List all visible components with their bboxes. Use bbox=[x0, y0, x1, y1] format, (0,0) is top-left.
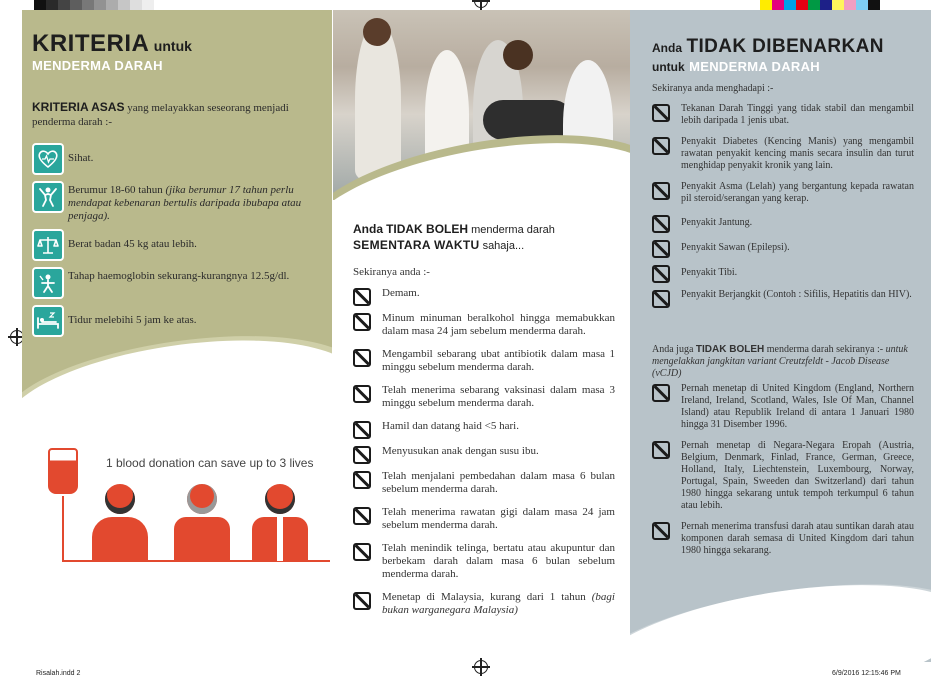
no-icon bbox=[652, 522, 670, 540]
no-icon bbox=[652, 215, 670, 233]
temporary-heading bbox=[353, 222, 555, 236]
juga-italic: untuk mengelakkan jangkitan variant Creutzfeldt - Jacob Disease (vCJD) bbox=[652, 344, 908, 379]
kriteria-asas-intro bbox=[32, 100, 300, 129]
sleep-bed-icon bbox=[32, 305, 64, 337]
heading-tidak-boleh: TIDAK BOLEH bbox=[386, 222, 469, 236]
list-item-text: Minum minuman beralkohol hingga memabukkan dalam masa 24 jam sebelum menderma darah. bbox=[382, 312, 615, 337]
no-icon bbox=[652, 384, 670, 402]
color-bar bbox=[760, 0, 892, 10]
list-item bbox=[652, 521, 914, 557]
registration-mark-bottom bbox=[474, 660, 488, 674]
kriteria-title-big: KRITERIA bbox=[32, 30, 150, 57]
list-item-main: Menetap di Malaysia, kurang dari 1 tahun bbox=[382, 591, 586, 603]
list-item-text: Penyakit Tibi. bbox=[681, 267, 738, 278]
list-item bbox=[353, 348, 615, 374]
list-item bbox=[652, 181, 914, 205]
heading-anda: Anda bbox=[353, 222, 383, 236]
sekiranya-label: Sekiranya anda menghadapi :- bbox=[652, 83, 774, 94]
donation-photo bbox=[333, 10, 630, 200]
footer-timestamp: 6/9/2016 12:15:46 PM bbox=[832, 670, 901, 677]
not-allowed-title bbox=[652, 36, 884, 58]
criteria-text: Berat badan 45 kg atau lebih. bbox=[68, 238, 197, 250]
list-item bbox=[353, 287, 615, 306]
no-icon bbox=[652, 265, 670, 283]
list-item-text: Menyusukan anak dengan susu ibu. bbox=[382, 445, 539, 457]
heading-sahaja: sahaja... bbox=[482, 240, 525, 252]
list-item bbox=[652, 264, 914, 283]
list-item-note: (bagi bukan warganegara Malaysia) bbox=[382, 591, 615, 616]
criteria-item bbox=[32, 305, 302, 337]
no-icon bbox=[652, 290, 670, 308]
list-item-text: Pernah menetap di Negara-Negara Eropah (Austria, Belgium, Denmark, Finlad, France, German, Greece, Holland, Italy, Liechtenstein, Luxembourg, Norway, Portugal, Spain, Sweeden dan Switzerland) dari tahun 1980 hingga sekarang untuk tempoh terkumpul 6 tahun atau lebih. bbox=[681, 440, 914, 511]
list-item-text: Penyakit Diabetes (Kencing Manis) yang mengambil rawatan penyakit kencing manis secara insulin dan turut menghidap penyakit kronik yang lain. bbox=[681, 136, 914, 171]
list-item bbox=[353, 384, 615, 410]
temporary-list bbox=[353, 287, 615, 617]
blood-bag-icon bbox=[48, 448, 78, 494]
list-item bbox=[652, 289, 914, 308]
no-icon bbox=[353, 507, 371, 525]
criteria-text: Tidur melebihi 5 jam ke atas. bbox=[68, 314, 197, 326]
criteria-item bbox=[32, 229, 302, 261]
criteria-text: Sihat. bbox=[68, 152, 94, 164]
juga-rest: menderma darah sekiranya :- bbox=[766, 344, 884, 355]
list-item-text: Penyakit Jantung. bbox=[681, 217, 753, 228]
list-item bbox=[353, 470, 615, 496]
footer-file-label: Risalah.indd 2 bbox=[36, 670, 81, 677]
list-item-text: Telah menerima sebarang vaksinasi dalam masa 3 minggu sebelum menderma darah. bbox=[382, 384, 615, 409]
list-item bbox=[353, 542, 615, 581]
list-item-text: Telah menjalani pembedahan dalam masa 6 bulan sebelum menderma darah. bbox=[382, 470, 615, 495]
list-item-text: Mengambil sebarang ubat antibiotik dalam masa 1 minggu sebelum menderma darah. bbox=[382, 348, 615, 373]
registration-mark-top bbox=[474, 0, 488, 8]
donation-infographic bbox=[22, 420, 332, 620]
criteria-item bbox=[32, 181, 302, 223]
list-item bbox=[353, 445, 615, 464]
no-icon bbox=[353, 313, 371, 331]
grayscale-bar bbox=[34, 0, 154, 10]
no-icon bbox=[353, 421, 371, 439]
also-not-allowed-intro bbox=[652, 344, 914, 380]
criteria-item bbox=[32, 143, 302, 175]
no-icon bbox=[353, 349, 371, 367]
scale-icon bbox=[32, 229, 64, 261]
list-item-text: Penyakit Sawan (Epilepsi). bbox=[681, 242, 790, 253]
no-icon bbox=[353, 385, 371, 403]
sekiranya-label: Sekiranya anda :- bbox=[353, 266, 430, 278]
criteria-age: Berumur 18-60 tahun bbox=[68, 184, 163, 196]
juga-prefix: Anda juga bbox=[652, 344, 694, 355]
list-item bbox=[652, 383, 914, 431]
not-allowed-subtitle bbox=[652, 58, 820, 76]
criteria-list bbox=[32, 143, 302, 343]
criteria-text bbox=[68, 181, 302, 223]
list-item bbox=[652, 440, 914, 512]
no-icon bbox=[652, 137, 670, 155]
temporary-heading-2 bbox=[353, 238, 524, 252]
heading-rest: menderma darah bbox=[471, 224, 555, 236]
list-item-text: Pernah menetap di United Kingdom (England, Northern Ireland, Ireland, Scotland, Wales, Isle Of Man, Channel Island) atau Republik Ireland di antara 1 Januari 1980 hingga 31 Disember 1996. bbox=[681, 383, 914, 430]
list-item bbox=[652, 214, 914, 233]
no-icon bbox=[353, 592, 371, 610]
list-item-text: Penyakit Berjangkit (Contoh : Sifilis, Hepatitis dan HIV). bbox=[681, 289, 912, 300]
person-arms-up-icon bbox=[32, 181, 64, 213]
person-woman-icon bbox=[88, 484, 152, 564]
no-icon bbox=[652, 182, 670, 200]
no-icon bbox=[353, 471, 371, 489]
no-icon bbox=[353, 288, 371, 306]
criteria-age-note: (jika berumur 17 tahun perlu mendapat kebenaran bertulis daripada ibubapa atau penjaga). bbox=[68, 184, 302, 222]
person-man-tie-icon bbox=[248, 484, 312, 564]
list-item bbox=[353, 506, 615, 532]
criteria-text: Tahap haemoglobin sekurang-kurangnya 12.5g/dl. bbox=[68, 270, 290, 282]
list-item-text: Hamil dan datang haid <5 hari. bbox=[382, 420, 519, 432]
list-item-text: Demam. bbox=[382, 287, 420, 299]
heading-sementara: SEMENTARA WAKTU bbox=[353, 238, 480, 252]
panel-curve bbox=[630, 563, 931, 662]
list-item bbox=[652, 239, 914, 258]
no-icon bbox=[652, 441, 670, 459]
list-item-text: Telah menindik telinga, bertatu atau akupuntur dan berbekam darah dalam masa 6 bulan sebelum menderma darah. bbox=[382, 542, 615, 580]
list-item bbox=[353, 591, 615, 617]
list-item-text bbox=[382, 591, 615, 617]
list-item bbox=[353, 420, 615, 439]
no-icon bbox=[652, 104, 670, 122]
list-item bbox=[353, 312, 615, 338]
heart-icon bbox=[32, 143, 64, 175]
list-item bbox=[652, 103, 914, 127]
title-menderma: MENDERMA DARAH bbox=[689, 59, 820, 74]
title-anda: Anda bbox=[652, 41, 682, 55]
title-untuk: untuk bbox=[652, 60, 685, 74]
kriteria-title bbox=[32, 30, 192, 58]
no-icon bbox=[353, 543, 371, 561]
blood-test-icon bbox=[32, 267, 64, 299]
not-allowed-list bbox=[652, 103, 914, 308]
no-icon bbox=[652, 240, 670, 258]
juga-bold: TIDAK BOLEH bbox=[695, 344, 765, 355]
no-icon bbox=[353, 446, 371, 464]
list-item-text: Tekanan Darah Tinggi yang tidak stabil dan mengambil lebih daripada 1 jenis ubat. bbox=[681, 103, 914, 126]
list-item bbox=[652, 136, 914, 172]
criteria-item bbox=[32, 267, 302, 299]
list-item-text: Telah menerima rawatan gigi dalam masa 24 jam sebelum menderma darah. bbox=[382, 506, 615, 531]
list-item-text: Penyakit Asma (Lelah) yang bergantung kepada rawatan pil steroid/serangan yang kerap. bbox=[681, 181, 914, 204]
also-not-allowed-list bbox=[652, 383, 914, 557]
list-item-text: Pernah menerima transfusi darah atau suntikan darah atau komponen darah semasa di United Kingdom dari tahun 1980 hingga sekarang. bbox=[681, 521, 914, 556]
asas-rest: yang melayakkan seseorang menjadi penderma darah :- bbox=[32, 102, 289, 128]
kriteria-title-small: untuk bbox=[153, 38, 192, 54]
title-tidak-dibenarkan: TIDAK DIBENARKAN bbox=[686, 36, 884, 57]
asas-bold: KRITERIA ASAS bbox=[32, 100, 125, 114]
infographic-caption: 1 blood donation can save up to 3 lives bbox=[106, 456, 314, 470]
person-man-icon bbox=[170, 484, 234, 564]
blood-tube-vertical bbox=[62, 496, 64, 560]
kriteria-subtitle: MENDERMA DARAH bbox=[32, 58, 163, 73]
